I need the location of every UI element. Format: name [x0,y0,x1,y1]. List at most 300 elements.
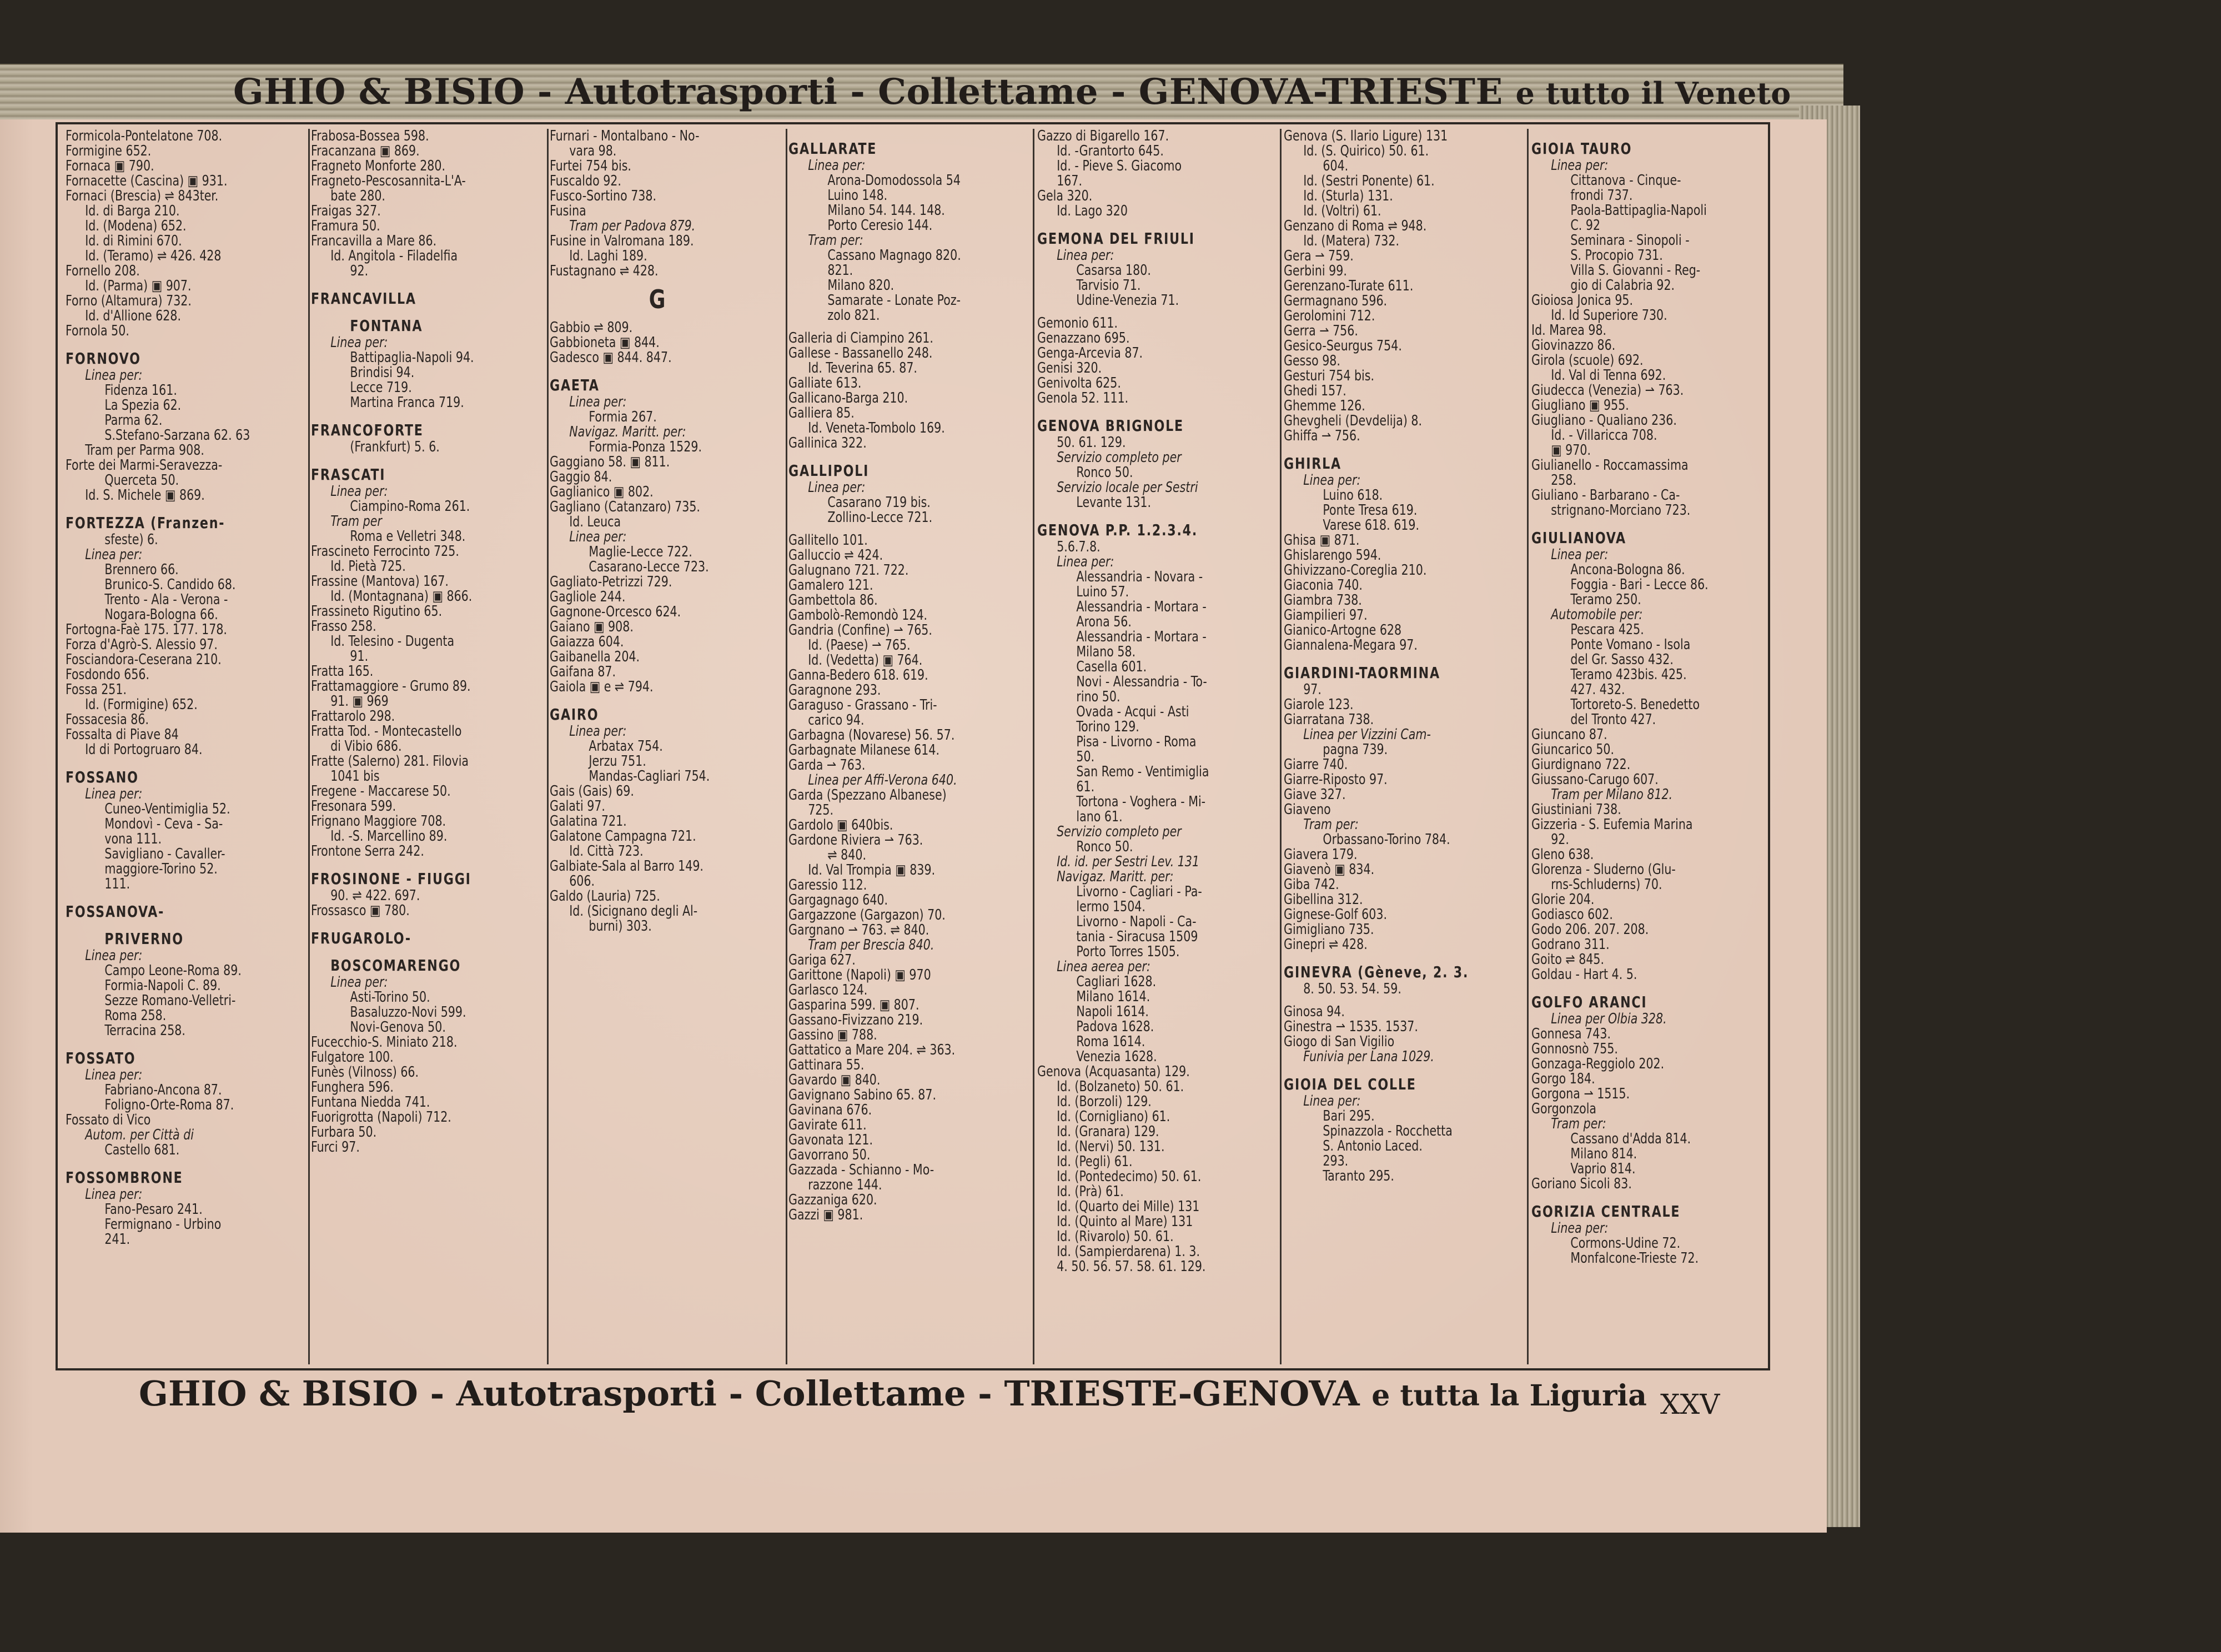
index-entry: Fossa 251. [66,681,127,698]
index-entry: Gagliato-Petrizzi 729. [550,574,672,590]
index-entry: Servizio locale per Sestri [1057,479,1198,496]
index-entry: La Spezia 62. [104,397,182,414]
index-entry: Gadesco ▣ 844. 847. [550,349,672,366]
index-entry: Linea per: [1303,1093,1361,1109]
index-entry: Livorno - Napoli - Ca- [1076,913,1197,930]
index-entry: Luino 148. [827,187,888,204]
section-heading: BOSCOMARENGO [330,956,461,975]
index-entry: Funghera 596. [311,1079,394,1096]
index-entry: Id. (Matera) 732. [1303,233,1400,249]
index-entry: Id. Id Superiore 730. [1551,307,1667,324]
index-entry: Giuncarico 50. [1531,741,1615,758]
index-entry: Id. (Borzoli) 129. [1057,1093,1152,1110]
index-entry: pagna 739. [1323,741,1388,758]
index-entry: rns-Schluderns) 70. [1551,876,1662,893]
index-column-2 [311,129,526,1364]
section-heading: GAIRO [550,705,599,724]
index-entry: Id. (Modena) 652. [85,218,187,234]
index-entry: lermo 1504. [1076,898,1145,915]
index-entry: Gamalero 121. [788,577,873,594]
index-entry: Furci 97. [311,1139,360,1156]
index-entry: Frignano Maggiore 708. [311,813,446,830]
index-entry: Frascineto Ferrocinto 725. [311,543,459,560]
index-entry: Frabosa-Bossea 598. [311,129,429,144]
index-entry: Gagnone-Orcesco 624. [550,604,681,620]
index-entry: Id. (Montagnana) ▣ 866. [330,588,473,605]
index-entry: Gassano-Fivizzano 219. [788,1012,923,1028]
index-entry: Fossacesia 86. [66,711,149,728]
index-entry: Id. (Sampierdarena) 1. 3. [1057,1243,1200,1260]
index-entry: Gioiosa Jonica 95. [1531,292,1634,309]
index-entry: Fragneto Monforte 280. [311,158,446,174]
index-entry: Brennero 66. [104,561,179,578]
index-entry: vara 98. [569,143,617,159]
index-entry: Id. (Bolzaneto) 50. 61. [1057,1078,1184,1095]
index-entry: Fraigas 327. [311,203,381,219]
index-entry: Milano 58. [1076,644,1136,660]
index-entry: Genazzano 695. [1037,330,1130,347]
bottom-banner [139,1373,1647,1414]
index-entry: Id. d'Allione 628. [85,308,182,324]
page-number: XXV [1660,1388,1720,1420]
index-entry: Casarano-Lecce 723. [589,559,709,575]
index-entry: vona 111. [104,831,162,847]
index-entry: 91. [350,648,369,665]
index-entry: 604. [1323,158,1349,174]
index-entry: burni) 303. [589,918,652,935]
index-entry: Galbiate-Sala al Barro 149. [550,858,704,875]
index-entry: Funès (Vilnoss) 66. [311,1064,419,1081]
index-entry: Cagliari 1628. [1076,973,1157,990]
index-column-3 [550,129,765,1364]
index-entry: Linea per: [85,546,143,563]
index-entry: Gattinara 55. [788,1057,865,1073]
index-entry: Fornaci (Brescia) ⇌ 843ter. [66,188,219,204]
index-entry: S. Procopio 731. [1570,247,1663,264]
index-entry: rino 50. [1076,689,1120,705]
index-entry: Napoli 1614. [1076,1003,1149,1020]
index-entry: Samarate - Lonate Poz- [827,292,961,309]
index-entry: Funtana Niedda 741. [311,1094,430,1111]
index-entry: Formia-Napoli C. 89. [104,977,221,994]
index-entry: Autom. per Città di [85,1127,194,1143]
index-column-4 [788,129,1003,1364]
index-entry: Id. (Rivarolo) 50. 61. [1057,1228,1174,1245]
index-entry: Formigine 652. [66,143,152,159]
index-entry: Garbagna (Novarese) 56. 57. [788,727,955,744]
index-entry: Fusina [550,203,586,219]
index-entry: Giambra 738. [1284,592,1362,609]
top-banner-main: GHIO & BISIO - Autotrasporti - Collettame - GENOVA-TRIESTE [233,71,1503,113]
index-entry: tania - Siracusa 1509 [1076,928,1198,945]
index-column-7 [1531,129,1746,1364]
index-entry: Garbagnate Milanese 614. [788,742,940,759]
index-entry: Automobile per: [1551,606,1643,623]
index-entry: Alessandria - Mortara - [1076,599,1207,615]
index-entry: Gavirate 611. [788,1117,867,1133]
index-entry: Linea per: [85,947,143,964]
index-entry: Gerbini 99. [1284,263,1347,279]
index-entry: Cassano Magnago 820. [827,247,961,264]
index-entry: Mondovì - Ceva - Sa- [104,816,223,832]
index-entry: Gaifana 87. [550,664,616,680]
index-entry: Gonnosnò 755. [1531,1041,1618,1057]
index-entry: 293. [1323,1153,1349,1169]
index-entry: Linea per Affi-Verona 640. [808,772,957,789]
index-entry: Linea per: [1551,1220,1609,1237]
index-entry: Gasparina 599. ▣ 807. [788,997,919,1013]
index-entry: Jerzu 751. [589,753,646,770]
index-entry: Fusco-Sortino 738. [550,188,657,204]
index-entry: 50. 61. 129. [1057,434,1126,451]
index-entry: C. 92 [1570,217,1601,234]
index-entry: Gagliano (Catanzaro) 735. [550,499,700,515]
index-entry: Gorgona ⇀ 1515. [1531,1086,1630,1102]
index-entry: zolo 821. [827,307,880,324]
section-heading: GEMONA DEL FRIULI [1037,229,1195,248]
index-entry: Gaiazza 604. [550,634,624,650]
index-entry: Gallese - Bassanello 248. [788,345,933,361]
index-entry: Giogo di San Vigilio [1284,1033,1395,1050]
index-entry: Milano 820. [827,277,895,294]
index-entry: Giba 742. [1284,876,1339,893]
index-entry: Gargnano ⇀ 763. ⇌ 840. [788,922,929,938]
index-entry: Spinazzola - Rocchetta [1323,1123,1453,1139]
index-entry: Id. (Prà) 61. [1057,1183,1124,1200]
index-entry: Galleria di Ciampino 261. [788,330,933,347]
index-entry: Lecce 719. [350,379,412,396]
index-entry: Gela 320. [1037,188,1093,204]
index-entry: Gagliole 244. [550,589,626,605]
index-entry: Padova 1628. [1076,1018,1154,1035]
index-entry: Roma 258. [104,1007,167,1024]
index-entry: Giustiniani 738. [1531,801,1621,818]
index-entry: Ghedi 157. [1284,383,1346,399]
section-heading: GIULIANOVA [1531,529,1626,547]
index-entry: Id. (Sicignano degli Al- [569,903,698,920]
index-entry: Gambolò-Remondò 124. [788,607,928,624]
index-entry: Trento - Ala - Verona - [104,591,228,608]
index-entry: Fossato di Vico [66,1112,151,1128]
index-entry: razzone 144. [808,1177,882,1193]
index-entry: 8. 50. 53. 54. 59. [1303,981,1401,997]
index-entry: Gavonata 121. [788,1132,873,1148]
index-entry: Servizio completo per [1057,824,1182,840]
index-entry: Garda ⇀ 763. [788,757,866,774]
index-entry: Fossalta di Piave 84 [66,726,179,743]
section-heading: GIOIA DEL COLLE [1284,1075,1416,1093]
index-entry: Frattarolo 298. [311,708,395,725]
index-entry: Ghislarengo 594. [1284,547,1381,564]
index-entry: Galati 97. [550,798,605,815]
index-entry: Giarratana 738. [1284,711,1374,728]
index-entry: Pisa - Livorno - Roma [1076,734,1197,750]
section-heading: FORNOVO [66,349,141,368]
section-heading: GALLIPOLI [788,461,870,480]
index-entry: Martina Franca 719. [350,394,464,411]
index-entry: Gemonio 611. [1037,315,1118,332]
index-entry: Udine-Venezia 71. [1076,292,1179,309]
index-entry: gio di Calabria 92. [1570,277,1675,294]
index-entry: Id. (Quinto al Mare) 131 [1057,1213,1193,1230]
index-entry: Genola 52. 111. [1037,390,1129,406]
index-entry: Frattamaggiore - Grumo 89. [311,678,471,695]
index-entry: Navigaz. Maritt. per: [569,424,686,440]
index-entry: Id. Angitola - Filadelfia [330,248,458,264]
index-entry: Ginepri ⇌ 428. [1284,936,1368,953]
index-entry: Gandria (Confine) ⇀ 765. [788,622,932,639]
index-entry: Id. (Pontedecimo) 50. 61. [1057,1168,1202,1185]
index-entry: Gerenzano-Turate 611. [1284,278,1414,294]
index-entry: Varese 618. 619. [1323,517,1420,534]
index-entry: Alessandria - Novara - [1076,569,1203,585]
index-entry: G [649,284,666,314]
index-entry: Linea per: [330,974,388,991]
index-entry: Gallicano-Barga 210. [788,390,908,406]
index-entry: Genova (Acquasanta) 129. [1037,1063,1190,1080]
index-entry: Gardolo ▣ 640bis. [788,817,893,833]
index-entry: Ganna-Bedero 618. 619. [788,667,928,684]
index-entry: Giovinazzo 86. [1531,337,1616,354]
index-entry: 5.6.7.8. [1057,539,1101,555]
index-entry: ⇌ 840. [827,847,867,863]
index-entry: Id. Teverina 65. 87. [808,360,917,376]
index-column-6 [1284,129,1499,1364]
index-entry: Nogara-Bologna 66. [104,606,218,623]
index-entry: Giavera 179. [1284,846,1358,863]
section-heading: FRUGAROLO- [311,929,411,947]
index-entry: Pescara 425. [1570,621,1644,638]
index-entry: Forte dei Marmi-Seravezza- [66,457,223,474]
index-entry: Gera ⇀ 759. [1284,248,1354,264]
index-entry: Fregene - Maccarese 50. [311,783,451,800]
index-entry: Giurdignano 722. [1531,756,1631,773]
index-entry: Gesico-Seurgus 754. [1284,338,1402,354]
index-entry: Garlasco 124. [788,982,868,998]
index-entry: Furbara 50. [311,1124,377,1141]
index-entry: Gaglianico ▣ 802. [550,484,654,500]
index-entry: Gardone Riviera ⇀ 763. [788,832,923,848]
index-entry: Gonzaga-Reggiolo 202. [1531,1056,1665,1072]
index-entry: Francavilla a Mare 86. [311,233,437,249]
bottom-banner-main: GHIO & BISIO - Autotrasporti - Collettame - TRIESTE-GENOVA [139,1373,1360,1414]
index-entry: 61. [1076,779,1095,795]
index-entry: Gazzaniga 620. [788,1192,877,1208]
index-entry: Id. Val di Tenna 692. [1551,367,1666,384]
column-divider [1527,129,1529,1364]
index-entry: Id. Marea 98. [1531,322,1607,339]
index-entry: Id. Pietà 725. [330,558,406,575]
index-entry: Fornacette (Cascina) ▣ 931. [66,173,228,189]
index-entry: Linea per Olbia 328. [1551,1011,1667,1027]
section-heading: GIOIA TAURO [1531,139,1632,158]
index-entry: Goito ⇌ 845. [1531,951,1605,968]
index-entry: Ponte Tresa 619. [1323,502,1418,519]
bottom-banner-tail: e tutta la Liguria [1371,1379,1647,1413]
column-divider [786,129,787,1364]
index-entry: Tram per Padova 879. [569,218,696,234]
index-entry: Ghevgheli (Devdelija) 8. [1284,413,1423,429]
index-entry: Ghemme 126. [1284,398,1365,414]
index-entry: Gavinana 676. [788,1102,872,1118]
index-entry: 241. [104,1231,130,1248]
index-entry: Fustagnano ⇌ 428. [550,263,659,279]
index-entry: Linea per: [808,157,866,174]
index-entry: Fornello 208. [66,263,140,279]
index-entry: Linea aerea per: [1057,958,1150,975]
index-entry: Fuorigrotta (Napoli) 712. [311,1109,451,1126]
section-heading: FRANCAVILLA [311,289,416,308]
index-entry: Tortoreto-S. Benedetto [1570,696,1700,713]
index-entry: Fratta Tod. - Montecastello [311,723,462,740]
index-entry: Gesso 98. [1284,353,1340,369]
index-entry: Linea per: [1057,554,1114,570]
index-entry: 258. [1551,472,1577,489]
index-entry: Casarsa 180. [1076,262,1151,279]
index-entry: Castello 681. [104,1142,180,1158]
index-entry: Savigliano - Cavaller- [104,846,225,862]
index-entry: Querceta 50. [104,472,179,489]
index-column-1 [66,129,280,1364]
index-entry: Gavorrano 50. [788,1147,871,1163]
index-entry: Zollino-Lecce 721. [827,509,933,526]
section-heading: GINEVRA (Gèneve, 2. 3. [1284,963,1469,981]
index-entry: Maglie-Lecce 722. [589,544,692,560]
index-entry: Campo Leone-Roma 89. [104,962,242,979]
index-entry: Linea per: [85,367,143,384]
index-entry: Funivia per Lana 1029. [1303,1048,1434,1065]
index-entry: Linea per: [1303,472,1361,489]
index-entry: Arona-Domodossola 54 [827,172,961,189]
index-entry: Framura 50. [311,218,380,234]
index-entry: Luino 57. [1076,584,1129,600]
index-entry: Gallinica 322. [788,435,867,451]
index-entry: Gassino ▣ 788. [788,1027,877,1043]
index-entry: Id. id. per Sestri Lev. 131 [1057,853,1200,870]
index-entry: Novi-Genova 50. [350,1019,446,1036]
index-entry: Gabbioneta ▣ 844. [550,334,660,351]
index-entry: Arona 56. [1076,614,1132,630]
index-entry: Parma 62. [104,412,163,429]
index-entry: Gais (Gais) 69. [550,783,634,800]
index-entry: Id. S. Michele ▣ 869. [85,487,205,504]
index-entry: Navigaz. Maritt. per: [1057,868,1174,885]
column-divider [547,129,549,1364]
index-entry: Gavardo ▣ 840. [788,1072,881,1088]
index-entry: Germagnano 596. [1284,293,1388,309]
index-entry: Foggia - Bari - Lecce 86. [1570,576,1709,593]
index-entry: Ginestra ⇀ 1535. 1537. [1284,1018,1418,1035]
index-entry: Linea per: [808,479,866,496]
index-entry: Genova (S. Ilario Ligure) 131 [1284,129,1448,144]
index-entry: Fano-Pesaro 241. [104,1201,203,1218]
index-entry: Giaconia 740. [1284,577,1363,594]
section-heading: GALLARATE [788,139,877,158]
index-entry: Battipaglia-Napoli 94. [350,349,474,366]
index-entry: Ciampino-Roma 261. [350,498,470,515]
index-entry: Tram per: [1551,1116,1606,1132]
index-entry: Gabbio ⇌ 809. [550,319,633,336]
index-entry: Frontone Serra 242. [311,843,424,860]
index-entry: Giudecca (Venezia) ⇀ 763. [1531,382,1684,399]
index-entry: Id. (Parma) ▣ 907. [85,278,192,294]
index-entry: Id. (Teramo) ⇌ 426. 428 [85,248,222,264]
index-entry: Linea per: [1551,546,1609,563]
index-entry: Formia-Ponza 1529. [589,439,702,455]
index-entry: Taranto 295. [1323,1168,1394,1184]
index-entry: Tram per [330,513,382,530]
index-entry: Roma e Velletri 348. [350,528,466,545]
index-entry: Gaggio 84. [550,469,612,485]
index-entry: Goriano Sicoli 83. [1531,1176,1632,1192]
column-divider [1280,129,1282,1364]
index-entry: Forza d'Agrò-S. Alessio 97. [66,636,218,653]
index-entry: Galliate 613. [788,375,862,391]
index-entry: Milano 54. 144. 148. [827,202,945,219]
index-entry: Gimigliano 735. [1284,921,1374,938]
index-entry: Gorgo 184. [1531,1071,1595,1087]
index-entry: Teramo 250. [1570,591,1641,608]
top-banner [233,71,1791,113]
index-entry: Galugnano 721. 722. [788,562,909,579]
index-entry: Brindisi 94. [350,364,415,381]
index-entry: Glorie 204. [1531,891,1595,908]
index-entry: Id. (Cornigliano) 61. [1057,1108,1170,1125]
section-heading: FOSSANOVA- [66,902,165,921]
index-entry: Fuscaldo 92. [550,173,621,189]
index-entry: Frassineto Rigutino 65. [311,603,443,620]
index-entry: Giarre-Riposto 97. [1284,771,1388,788]
index-entry: 90. ⇌ 422. 697. [330,887,420,904]
index-entry: Formicola-Pontelatone 708. [66,129,223,144]
index-entry: Giugliano - Qualiano 236. [1531,412,1677,429]
section-heading: FORTEZZA (Franzen- [66,514,225,532]
index-entry: Godiasco 602. [1531,906,1613,923]
index-entry: Galliera 85. [788,405,855,421]
index-entry: Fragneto-Pescosannita-L'A- [311,173,466,189]
index-entry: Linea per: [85,1186,143,1203]
index-entry: Tram per Brescia 840. [808,937,934,953]
index-entry: Tortona - Voghera - Mi- [1076,794,1206,810]
index-entry: Porto Torres 1505. [1076,943,1180,960]
index-entry: Gonnesa 743. [1531,1026,1611,1042]
index-entry: 4. 50. 56. 57. 58. 61. 129. [1057,1258,1206,1275]
index-entry: Gargagnago 640. [788,892,888,908]
index-entry: Id. Lago 320 [1057,203,1128,219]
index-entry: Ginosa 94. [1284,1003,1345,1020]
index-entry: Gianico-Artogne 628 [1284,622,1402,639]
index-entry: Id. Veneta-Tombolo 169. [808,420,945,436]
index-entry: Gerra ⇀ 756. [1284,323,1358,339]
index-entry: Ghivizzano-Coreglia 210. [1284,562,1427,579]
index-entry: Garaguso - Grassano - Tri- [788,697,937,714]
top-banner-tail: e tutto il Veneto [1515,76,1791,111]
index-entry: Ghiffa ⇀ 756. [1284,428,1360,444]
index-entry: Fusine in Valromana 189. [550,233,694,249]
index-entry: Frasso 258. [311,618,376,635]
index-entry: Id. (Sturla) 131. [1303,188,1393,204]
index-entry: Teramo 423bis. 425. [1570,666,1687,683]
index-entry: Novi - Alessandria - To- [1076,674,1207,690]
index-entry: Mandas-Cagliari 754. [589,768,710,785]
index-entry: Fresonara 599. [311,798,396,815]
index-entry: 606. [569,873,595,890]
section-heading: FRANCOFORTE [311,421,424,439]
index-entry: Foligno-Orte-Roma 87. [104,1097,234,1113]
index-entry: Giugliano ▣ 955. [1531,397,1629,414]
index-entry: Linea per: [85,786,143,802]
index-entry: Id. (Granara) 129. [1057,1123,1159,1140]
